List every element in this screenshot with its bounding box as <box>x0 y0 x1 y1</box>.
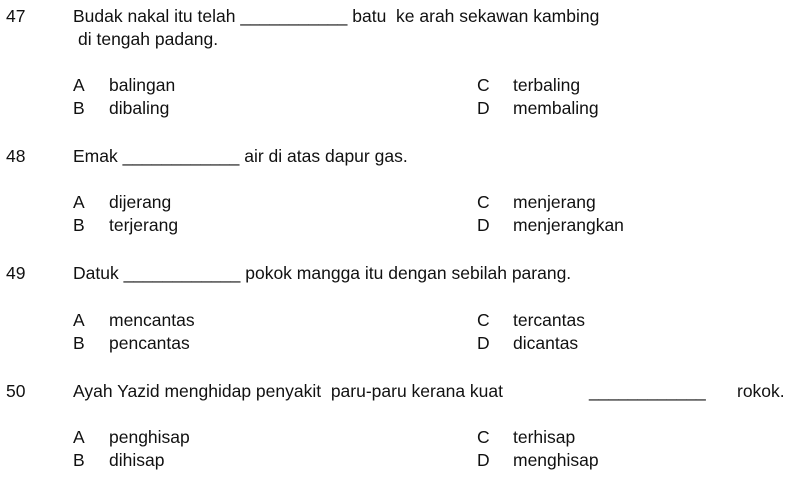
option-text: mencantas <box>109 310 195 330</box>
question-stem: Emak ____________ air di atas dapur gas. <box>73 146 408 166</box>
option-text: dihisap <box>109 450 165 470</box>
option-letter: C <box>477 75 490 95</box>
option-letter: A <box>73 310 85 330</box>
option-letter: B <box>73 98 85 118</box>
option-text: penghisap <box>109 427 190 447</box>
option-text: dibaling <box>109 98 170 118</box>
option-text: balingan <box>109 75 176 95</box>
option-text: menjerangkan <box>513 215 624 235</box>
option-text: menjerang <box>513 192 596 212</box>
question-stem-end: rokok. <box>737 381 785 401</box>
option-text: terbaling <box>513 75 581 95</box>
question-number: 47 <box>6 6 26 26</box>
question-stem-continuation: di tengah padang. <box>78 29 219 49</box>
question-stem: Budak nakal itu telah ___________ batu ke arah sekawan kambing <box>73 6 600 26</box>
option-text: tercantas <box>513 310 585 330</box>
option-text: terjerang <box>109 215 179 235</box>
question-number: 48 <box>6 146 26 166</box>
answer-blank: ____________ <box>589 381 706 401</box>
option-letter: C <box>477 310 490 330</box>
option-letter: C <box>477 427 490 447</box>
option-text: pencantas <box>109 333 190 353</box>
question-stem: Datuk ____________ pokok mangga itu dengan sebilah parang. <box>73 263 572 283</box>
option-letter: C <box>477 192 490 212</box>
option-letter: A <box>73 427 85 447</box>
option-text: membaling <box>513 98 599 118</box>
question-number: 50 <box>6 381 26 401</box>
option-text: menghisap <box>513 450 599 470</box>
option-letter: D <box>477 450 490 470</box>
option-letter: B <box>73 215 85 235</box>
option-letter: D <box>477 98 490 118</box>
option-letter: A <box>73 192 85 212</box>
option-letter: D <box>477 215 490 235</box>
option-letter: A <box>73 75 85 95</box>
option-letter: B <box>73 450 85 470</box>
option-text: terhisap <box>513 427 576 447</box>
question-stem: Ayah Yazid menghidap penyakit paru-paru kerana kuat <box>73 381 504 401</box>
option-text: dicantas <box>513 333 579 353</box>
option-letter: B <box>73 333 85 353</box>
question-number: 49 <box>6 263 26 283</box>
option-text: dijerang <box>109 192 172 212</box>
option-letter: D <box>477 333 490 353</box>
